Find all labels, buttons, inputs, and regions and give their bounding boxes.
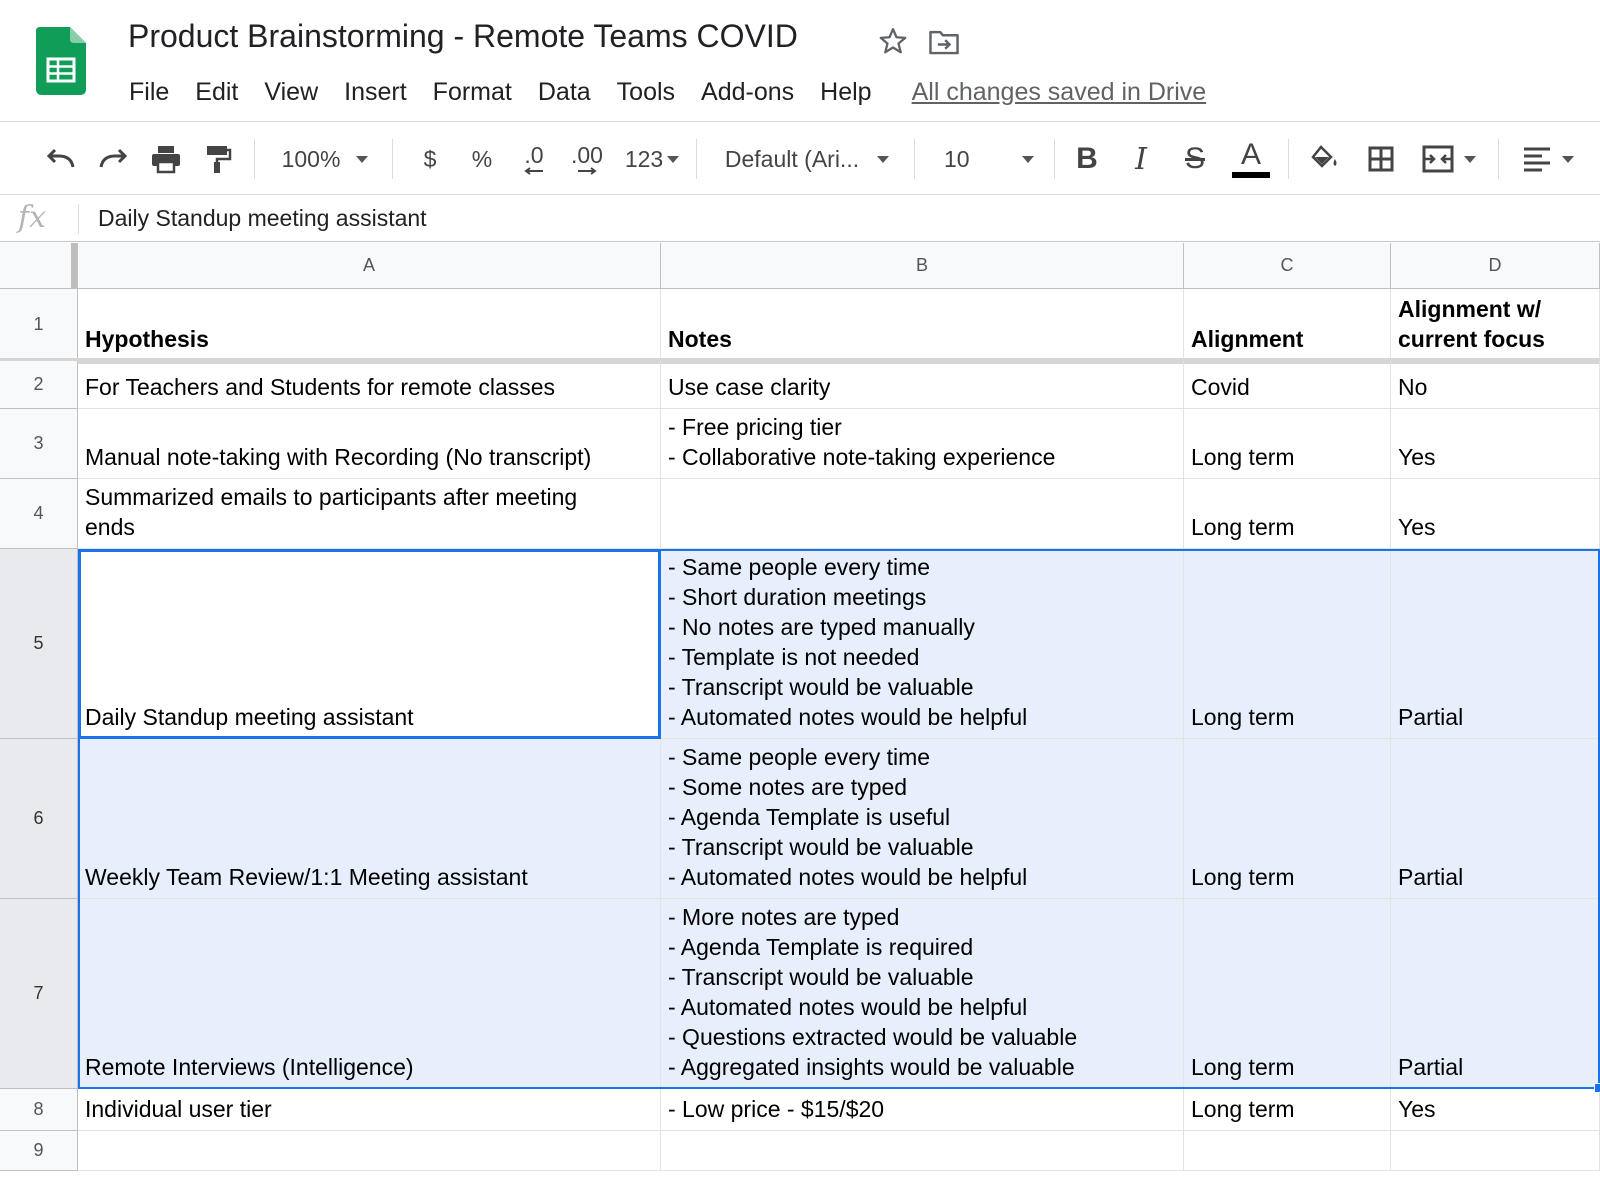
italic-button[interactable]: I [1135,141,1147,177]
cell-text-line: - Agenda Template is required [668,934,974,960]
redo-icon [97,147,129,171]
cell-text-line: Long term [1191,704,1295,730]
menu-tools[interactable]: Tools [616,77,676,106]
cell-text-line: Covid [1191,374,1250,400]
increase-decimal-label: .00 [571,142,603,168]
sheets-logo-icon[interactable] [36,27,86,95]
text-color-label: A [1240,138,1261,171]
cell-a7[interactable] [78,899,661,1089]
print-button[interactable] [146,123,186,195]
row-header-4[interactable]: 4 [0,479,78,549]
cell-text-line: Individual user tier [85,1096,272,1122]
text-color-button[interactable] [1228,123,1274,195]
fill-handle[interactable] [1594,1083,1600,1093]
select-all-corner[interactable] [0,243,78,289]
row-header-8[interactable]: 8 [0,1089,78,1131]
cell-text-line: - Agenda Template is useful [668,804,951,830]
menu-format[interactable]: Format [432,77,512,106]
app-header [0,0,1600,122]
cell-text-line: Remote Interviews (Intelligence) [85,1054,414,1080]
cell-b6[interactable] [661,739,1184,899]
cell-text-line: - Template is not needed [668,644,920,670]
chevron-down-icon [1464,156,1476,163]
cell-text-line: Alignment [1191,326,1304,352]
merge-cells-icon [1422,145,1454,173]
cell-text-line: Manual note-taking with Recording (No transcript) [85,444,592,470]
cell-d7[interactable] [1391,899,1600,1089]
chevron-down-icon [356,156,368,163]
row-header-2[interactable]: 2 [0,361,78,409]
formula-bar [0,196,1600,242]
cell-text-line: Partial [1398,704,1464,730]
cell-text-line: Yes [1398,514,1436,540]
cell-b9[interactable] [661,1131,1184,1171]
cell-a2[interactable] [78,361,661,409]
font-size-value: 10 [944,145,970,172]
menu-file[interactable]: File [129,77,170,106]
document-title[interactable]: Product Brainstorming - Remote Teams COVID [128,18,798,54]
cell-d3[interactable] [1391,409,1600,479]
cell-text-line: ends [85,514,135,540]
cell-text-line: Long term [1191,444,1295,470]
currency-format-button[interactable]: $ [423,145,437,172]
cell-text-line: - Low price - $15/$20 [668,1096,885,1122]
cell-d4[interactable] [1391,479,1600,549]
cell-text-line: - Some notes are typed [668,774,908,800]
formula-separator [78,204,79,234]
star-icon[interactable] [878,26,908,56]
horizontal-align-icon [1522,146,1552,172]
chevron-down-icon [1022,156,1034,163]
cell-b1[interactable] [661,289,1184,361]
cell-text-line: Notes [668,326,732,352]
borders-button[interactable] [1360,123,1402,195]
increase-decimal-button[interactable] [562,123,612,195]
cell-text-line: - Collaborative note-taking experience [668,444,1056,470]
menu-add-ons[interactable]: Add-ons [701,77,795,106]
cell-d9[interactable] [1391,1131,1600,1171]
cell-c7[interactable] [1184,899,1391,1089]
borders-icon [1367,145,1395,173]
cell-text-line: - Automated notes would be helpful [668,864,1028,890]
cell-text-line: - Transcript would be valuable [668,964,974,990]
cell-a3[interactable] [78,409,661,479]
chevron-down-icon [667,156,679,163]
menu-help[interactable]: Help [820,77,872,106]
paint-format-button[interactable] [198,123,238,195]
column-header-a[interactable]: A [78,243,661,289]
cell-text-line: - Automated notes would be helpful [668,994,1028,1020]
row-header-1[interactable]: 1 [0,289,78,361]
fill-color-icon [1309,144,1341,174]
cell-c5[interactable] [1184,549,1391,739]
decrease-decimal-button[interactable] [512,123,556,195]
merge-cells-button[interactable] [1414,123,1484,195]
row-header-6[interactable]: 6 [0,739,78,899]
cell-c1[interactable] [1184,289,1391,361]
cell-c8[interactable] [1184,1089,1391,1131]
undo-button[interactable] [40,123,82,195]
row-header-9[interactable]: 9 [0,1131,78,1171]
formula-input[interactable]: Daily Standup meeting assistant [98,205,427,231]
cell-text-line: Yes [1398,444,1436,470]
more-formats-button[interactable] [620,123,684,195]
toolbar-separator [696,139,697,179]
menu-view[interactable]: View [264,77,319,106]
decrease-decimal-label: .0 [524,142,544,168]
menu-data[interactable]: Data [537,77,591,106]
cell-text-line: - Same people every time [668,744,931,770]
cell-text-line: Partial [1398,1054,1464,1080]
cell-text-line: Alignment w/ [1398,296,1542,322]
cell-a5[interactable] [78,549,661,739]
cell-text-line: - Transcript would be valuable [668,674,974,700]
cell-d2[interactable] [1391,361,1600,409]
toolbar-separator [392,139,393,179]
cell-text-line: Long term [1191,864,1295,890]
bold-button[interactable]: B [1076,142,1098,175]
toolbar-separator [1498,139,1499,179]
cell-text-line: - Short duration meetings [668,584,927,610]
cell-c3[interactable] [1184,409,1391,479]
text-color-swatch [1232,172,1270,178]
toolbar-separator [914,139,915,179]
cell-text-line: Long term [1191,514,1295,540]
redo-button[interactable] [92,123,134,195]
cell-text-line: - Questions extracted would be valuable [668,1024,1078,1050]
undo-icon [45,147,77,171]
row-header-5[interactable]: 5 [0,549,78,739]
toolbar-separator [254,139,255,179]
cell-text-line: For Teachers and Students for remote classes [85,374,556,400]
cell-d1[interactable] [1391,289,1600,361]
cell-text-line: Summarized emails to participants after meeting [85,484,578,510]
fx-icon: fx [18,200,47,235]
menu-insert[interactable]: Insert [344,77,407,106]
cell-c9[interactable] [1184,1131,1391,1171]
menu-bar [116,74,1206,110]
zoom-select[interactable] [270,123,380,195]
more-formats-label: 123 [624,145,664,172]
print-icon [150,144,182,174]
column-header-c[interactable]: C [1184,243,1391,289]
horizontal-align-button[interactable] [1510,123,1586,195]
cell-b4[interactable] [661,479,1184,549]
cell-b7[interactable] [661,899,1184,1089]
arrow-right-icon [576,167,598,175]
save-status-link[interactable]: All changes saved in Drive [911,77,1207,106]
move-to-folder-icon[interactable] [928,27,960,57]
zoom-value: 100% [281,145,341,172]
cell-text-line: Long term [1191,1096,1295,1122]
cell-c6[interactable] [1184,739,1391,899]
cell-text-line: Long term [1191,1054,1295,1080]
cell-text-line: Use case clarity [668,374,831,400]
cell-d5[interactable] [1391,549,1600,739]
cell-text-line: Daily Standup meeting assistant [85,704,414,730]
row-header-7[interactable]: 7 [0,899,78,1089]
cell-c2[interactable] [1184,361,1391,409]
cell-text-line: - Same people every time [668,554,931,580]
paint-format-icon [204,144,232,174]
toolbar-separator [1054,139,1055,179]
cell-d8[interactable] [1391,1089,1600,1131]
cell-b5[interactable] [661,549,1184,739]
cell-text-line: - Transcript would be valuable [668,834,974,860]
cell-text-line: - More notes are typed [668,904,900,930]
cell-b2[interactable] [661,361,1184,409]
spreadsheet-grid [0,243,1600,1179]
font-size-select[interactable] [930,123,1040,195]
fill-color-button[interactable] [1304,123,1346,195]
cell-a8[interactable] [78,1089,661,1131]
chevron-down-icon [877,156,889,163]
cell-text-line: Yes [1398,1096,1436,1122]
toolbar-separator [1288,139,1289,179]
cell-a6[interactable] [78,739,661,899]
cell-b8[interactable] [661,1089,1184,1131]
chevron-down-icon [1562,156,1574,163]
font-family-select[interactable] [712,123,902,195]
cell-b3[interactable] [661,409,1184,479]
column-header-d[interactable]: D [1391,243,1600,289]
menu-edit[interactable]: Edit [195,77,239,106]
font-family-value: Default (Ari... [724,145,860,172]
toolbar [0,123,1600,195]
strikethrough-button[interactable]: S [1184,142,1205,175]
cell-d6[interactable] [1391,739,1600,899]
cell-text-line: current focus [1398,326,1545,352]
cell-text-line: - No notes are typed manually [668,614,975,640]
cell-text-line: No [1398,374,1428,400]
cell-a1[interactable] [78,289,661,361]
cell-text-line: Hypothesis [85,326,209,352]
cell-text-line: - Automated notes would be helpful [668,704,1028,730]
cell-a4[interactable] [78,479,661,549]
cell-c4[interactable] [1184,479,1391,549]
cell-a9[interactable] [78,1131,661,1171]
arrow-left-icon [523,167,545,175]
column-header-b[interactable]: B [661,243,1184,289]
percent-format-button[interactable]: % [471,145,493,172]
cell-text-line: Weekly Team Review/1:1 Meeting assistant [85,864,528,890]
cell-text-line: - Free pricing tier [668,414,842,440]
row-header-3[interactable]: 3 [0,409,78,479]
cell-text-line: - Aggregated insights would be valuable [668,1054,1075,1080]
cell-text-line: Partial [1398,864,1464,890]
